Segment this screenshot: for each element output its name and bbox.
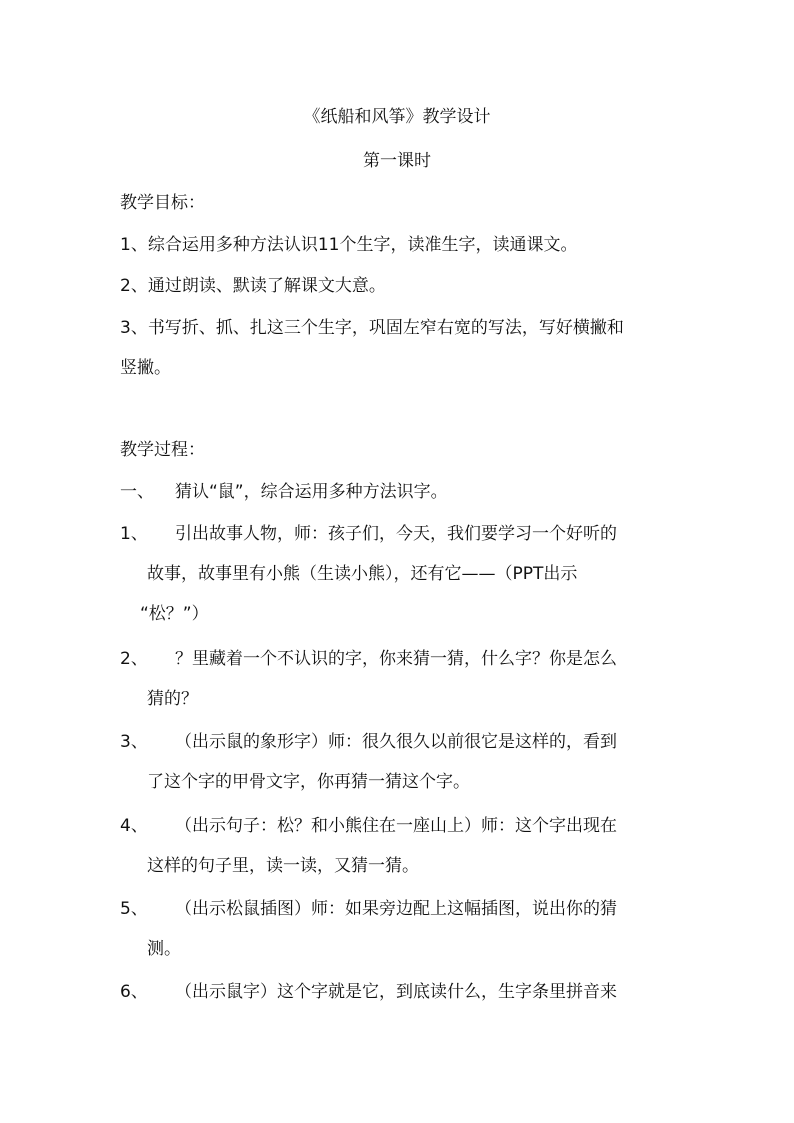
objective-item: 1、综合运用多种方法认识11个生字，读准生字，读通课文。 xyxy=(120,235,578,255)
section-number: 一、 xyxy=(120,482,154,502)
step-number: 6、 xyxy=(120,982,148,1002)
objective-item-continued: 竖撇。 xyxy=(120,358,171,378)
step-number: 2、 xyxy=(120,649,148,669)
step-text: （出示鼠的象形字）师：很久很久以前很它是这样的，看到 xyxy=(175,732,617,752)
step-text: 引出故事人物，师：孩子们，今天，我们要学习一个好听的 xyxy=(175,524,617,544)
step-item xyxy=(120,980,684,1004)
step-number: 4、 xyxy=(120,816,148,836)
step-text-continued: 测。 xyxy=(147,939,181,959)
step-number: 5、 xyxy=(120,899,148,919)
step-number: 1、 xyxy=(120,524,148,544)
step-item xyxy=(120,647,684,671)
objective-item: 2、通过朗读、默读了解课文大意。 xyxy=(120,276,386,296)
step-text-continued: 故事，故事里有小熊（生读小熊），还有它——（PPT出示 xyxy=(147,564,578,584)
step-text-continued: 了这个字的甲骨文字，你再猜一猜这个字。 xyxy=(147,772,470,792)
section-heading xyxy=(120,480,684,504)
step-text: （出示句子：松？和小熊住在一座山上）师：这个字出现在 xyxy=(175,816,617,836)
process-heading: 教学过程： xyxy=(120,440,205,460)
document-title: 《纸船和风筝》教学设计 xyxy=(303,107,491,127)
step-number: 3、 xyxy=(120,732,148,752)
step-item xyxy=(120,897,684,921)
step-item xyxy=(120,814,684,838)
step-text: （出示松鼠插图）师：如果旁边配上这幅插图，说出你的猜 xyxy=(175,899,617,919)
step-text: （出示鼠字）这个字就是它，到底读什么，生字条里拼音来 xyxy=(175,982,617,1002)
objectives-heading: 教学目标： xyxy=(120,193,205,213)
objective-item: 3、书写折、抓、扎这三个生字，巩固左窄右宽的写法，写好横撇和 xyxy=(120,318,624,338)
step-text-continued: “松？”） xyxy=(140,604,209,624)
step-item xyxy=(120,522,684,546)
step-text: ？里藏着一个不认识的字，你来猜一猜，什么字？你是怎么 xyxy=(175,649,617,669)
document-subtitle: 第一课时 xyxy=(363,151,431,171)
step-text-continued: 猜的？ xyxy=(147,689,198,709)
step-text-continued: 这样的句子里，读一读，又猜一猜。 xyxy=(147,856,419,876)
section-text: 猜认“鼠”，综合运用多种方法识字。 xyxy=(175,482,448,502)
step-item xyxy=(120,730,684,754)
